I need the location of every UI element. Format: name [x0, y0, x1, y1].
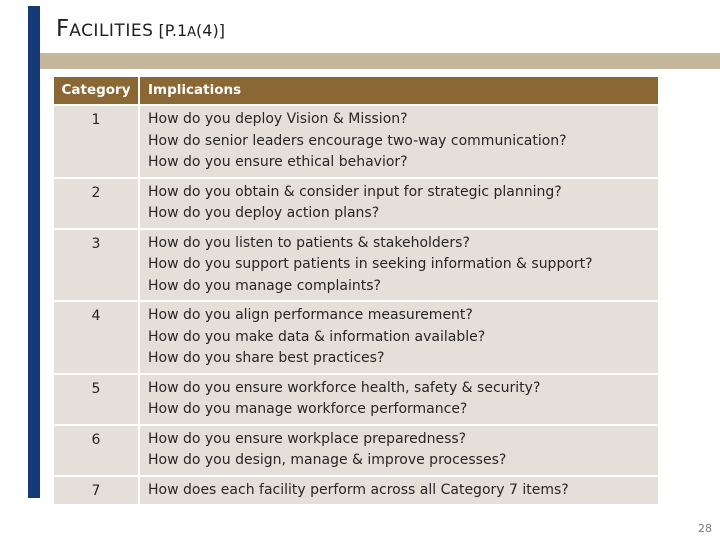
- header-category: Category: [54, 77, 138, 104]
- category-cell: 2: [54, 179, 138, 228]
- implication-line: How do you deploy Vision & Mission?: [148, 111, 408, 127]
- implication-line: How do you align performance measurement?: [148, 307, 473, 323]
- table-row: [54, 426, 658, 475]
- implications-cell: [140, 426, 658, 475]
- implication-line: How do you listen to patients & stakeholders?: [148, 234, 470, 251]
- table-row: [54, 230, 658, 301]
- implication-line: How do you deploy action plans?: [148, 205, 380, 221]
- slide-title: [56, 16, 225, 42]
- table-row: [54, 179, 658, 228]
- table-header-row: [54, 77, 658, 104]
- implication-line: How do you ensure workplace preparedness?: [148, 430, 467, 447]
- title-initial: F: [56, 16, 70, 42]
- header-implications: Implications: [140, 77, 658, 104]
- category-cell: 7: [54, 477, 138, 505]
- table-row: [54, 477, 658, 505]
- implication-line: How do you support patients in seeking information & support?: [148, 256, 593, 272]
- implications-cell: [140, 230, 658, 301]
- table-row: [54, 375, 658, 424]
- implication-line: How do you share best practices?: [148, 350, 385, 366]
- table-row: [54, 302, 658, 373]
- implications-cell: [140, 179, 658, 228]
- implication-line: How do you manage workforce performance?: [148, 401, 468, 417]
- title-divider-band: [40, 53, 720, 69]
- category-cell: 4: [54, 302, 138, 373]
- table-body: [54, 106, 658, 504]
- table-row: [54, 106, 658, 177]
- implication-line: How do you manage complaints?: [148, 277, 381, 294]
- implication-line: How do senior leaders encourage two-way communication?: [148, 132, 567, 149]
- implication-line: How do you ensure ethical behavior?: [148, 154, 408, 170]
- left-accent-bar: [28, 6, 40, 498]
- implication-line: How does each facility perform across all Category 7 items?: [148, 481, 569, 498]
- implications-table: [54, 77, 658, 506]
- title-ref-a: A: [187, 25, 197, 40]
- title-ref-open: [P.1: [153, 21, 188, 40]
- implication-line: How do you obtain & consider input for strategic planning?: [148, 183, 562, 200]
- title-ref-close: (4)]: [196, 21, 225, 40]
- title-rest: ACILITIES: [69, 21, 154, 41]
- page-number: 28: [698, 522, 712, 535]
- implications-cell: [140, 375, 658, 424]
- implications-cell: [140, 302, 658, 373]
- implications-cell: [140, 106, 658, 177]
- implications-cell: [140, 477, 658, 505]
- category-cell: 5: [54, 375, 138, 424]
- implication-line: How do you design, manage & improve processes?: [148, 452, 507, 468]
- implication-line: How do you ensure workforce health, safety & security?: [148, 379, 541, 396]
- category-cell: 1: [54, 106, 138, 177]
- category-cell: 6: [54, 426, 138, 475]
- implication-line: How do you make data & information available?: [148, 328, 486, 345]
- category-cell: 3: [54, 230, 138, 301]
